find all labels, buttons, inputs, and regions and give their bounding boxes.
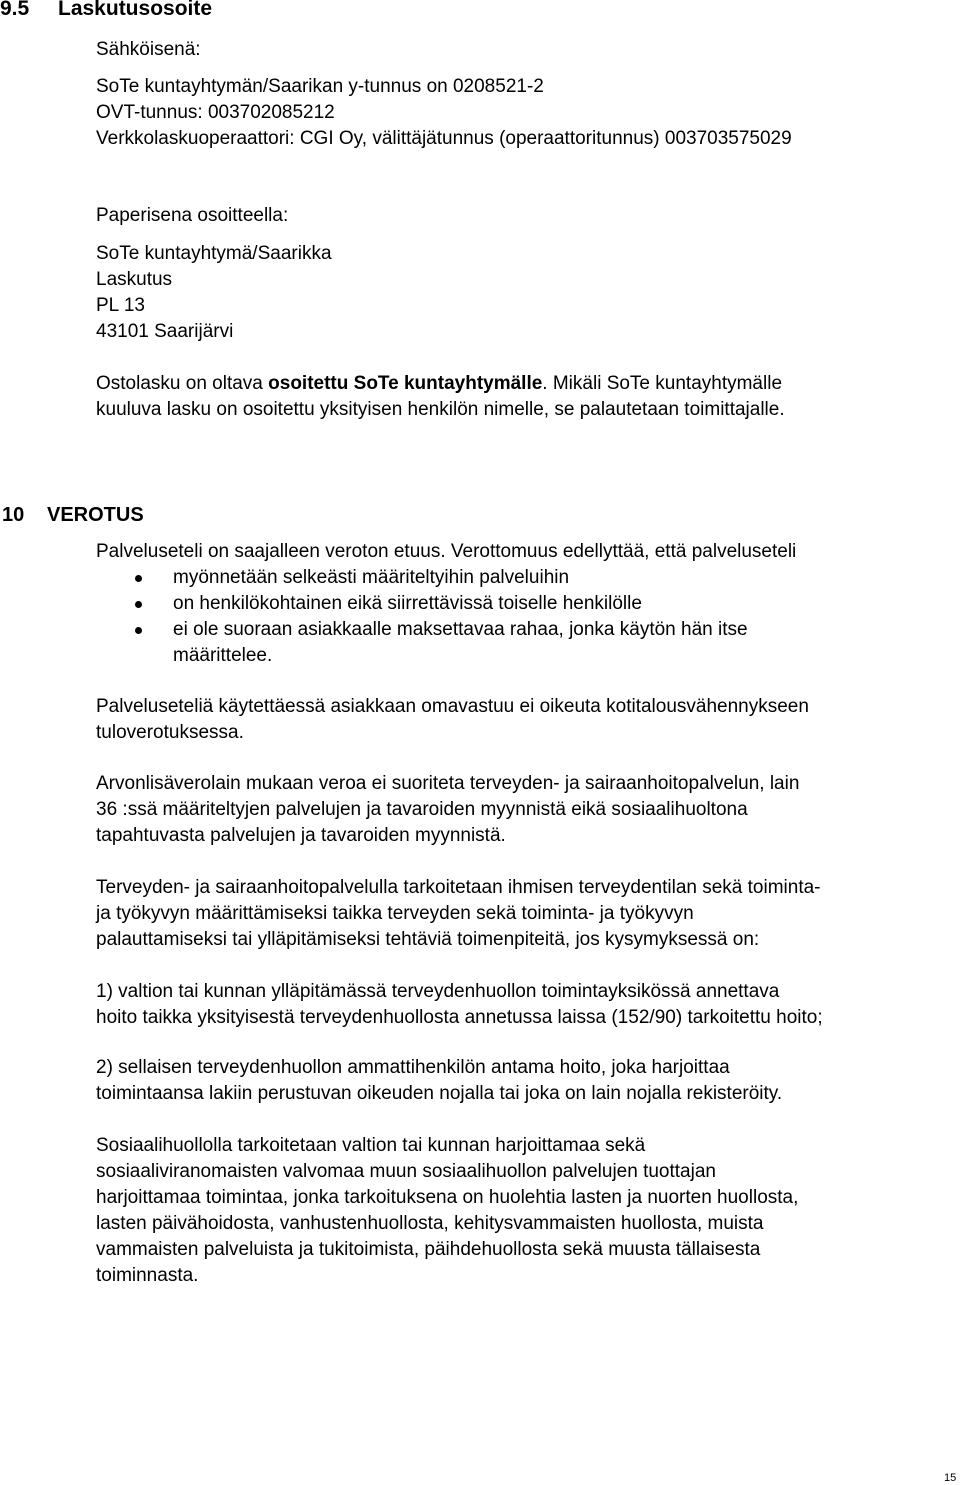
list-item: on henkilökohtainen eikä siirrettävissä toiselle henkilölle	[135, 591, 748, 617]
paragraph-omavastuu: Palveluseteliä käytettäessä asiakkaan omavastuu ei oikeuta kotitalousvähennykseen tuloverotuksessa.	[96, 696, 809, 743]
numbered-item-1: 1) valtion tai kunnan ylläpitämässä terveydenhuollon toimintayksikössä annettava hoito taikka yksityisestä terveydenhuollosta annetussa laissa (152/90) tarkoitettu hoito;	[96, 981, 823, 1028]
invoice-note: Ostolasku on oltava osoitettu SoTe kuntayhtymälle. Mikäli SoTe kuntayhtymälle kuuluva lasku on osoitettu yksityisen henkilön nimelle, se palautetaan toimittajalle.	[96, 373, 785, 420]
electronic-label: Sähköisenä:	[96, 39, 201, 60]
operator-line: Verkkolaskuoperaattori: CGI Oy, välittäjätunnus (operaattoritunnus) 003703575029	[96, 128, 792, 149]
section-heading-9-5	[0, 0, 212, 22]
conditions-list	[135, 565, 748, 669]
verotus-intro: Palveluseteli on saajalleen veroton etuus. Verottomuus edellyttää, että palveluseteli	[96, 541, 797, 562]
address-line: Laskutus	[96, 269, 173, 290]
address-line: 43101 Saarijärvi	[96, 321, 234, 342]
paragraph-arvonlisavero: Arvonlisäverolain mukaan veroa ei suoriteta terveyden- ja sairaanhoitopalvelun, lain 36 :ssä määriteltyjen palvelujen ja tavaroiden myynnistä eikä sosiaalihuoltona tapahtuvasta palvelujen ja tavaroiden myynnistä.	[96, 773, 800, 846]
section-heading-10	[2, 502, 144, 528]
address-line: SoTe kuntayhtymä/Saarikka	[96, 243, 332, 264]
list-item-continuation: määrittelee.	[173, 645, 273, 666]
address-line: PL 13	[96, 295, 145, 316]
bullet-icon	[135, 575, 142, 582]
postal-address	[96, 241, 332, 345]
page-number: 15	[944, 1472, 957, 1484]
section-number: 9.5	[0, 0, 30, 20]
note-emphasis: osoitettu SoTe kuntayhtymälle	[268, 373, 543, 394]
section-number: 10	[2, 504, 25, 526]
electronic-details	[96, 74, 792, 152]
numbered-item-2: 2) sellaisen terveydenhuollon ammattihenkilön antama hoito, joka harjoittaa toimintaansa lakiin perustuvan oikeuden nojalla tai joka on lain nojalla rekisteröity.	[96, 1057, 783, 1104]
paragraph-terveydenhoito: Terveyden- ja sairaanhoitopalvelulla tarkoitetaan ihmisen terveydentilan sekä toiminta- ja työkyvyn määrittämiseksi taikka terveyden sekä toiminta- ja työkyvyn palauttamiseksi tai ylläpitämiseksi tehtäviä toimenpiteitä, jos kysymyksessä on:	[96, 877, 821, 950]
business-id-line: SoTe kuntayhtymän/Saarikan y-tunnus on 0208521-2	[96, 76, 544, 97]
ovt-line: OVT-tunnus: 003702085212	[96, 102, 335, 123]
paper-label: Paperisena osoitteella:	[96, 205, 289, 226]
list-item: myönnetään selkeästi määriteltyihin palveluihin	[135, 565, 748, 591]
bullet-icon	[135, 601, 142, 608]
section-title: Laskutusosoite	[58, 0, 213, 20]
list-item: ei ole suoraan asiakkaalle maksettavaa rahaa, jonka käytön hän itse	[135, 617, 748, 643]
bullet-icon	[135, 627, 142, 634]
section-title: VEROTUS	[47, 504, 144, 526]
paragraph-sosiaalihuolto: Sosiaalihuollolla tarkoitetaan valtion tai kunnan harjoittamaa sekä sosiaaliviranomaisten valvomaa muun sosiaalihuollon palvelujen tuottajan harjoittamaa toimintaa, jonka tarkoituksena on huolehtia lasten ja nuorten huollosta, lasten päivähoidosta, vanhustenhuollosta, kehitysvammaisten huollosta, muista vammaisten palveluista ja tukitoimista, päihdehuollosta sekä muusta tällaisesta toiminnasta.	[96, 1135, 799, 1286]
